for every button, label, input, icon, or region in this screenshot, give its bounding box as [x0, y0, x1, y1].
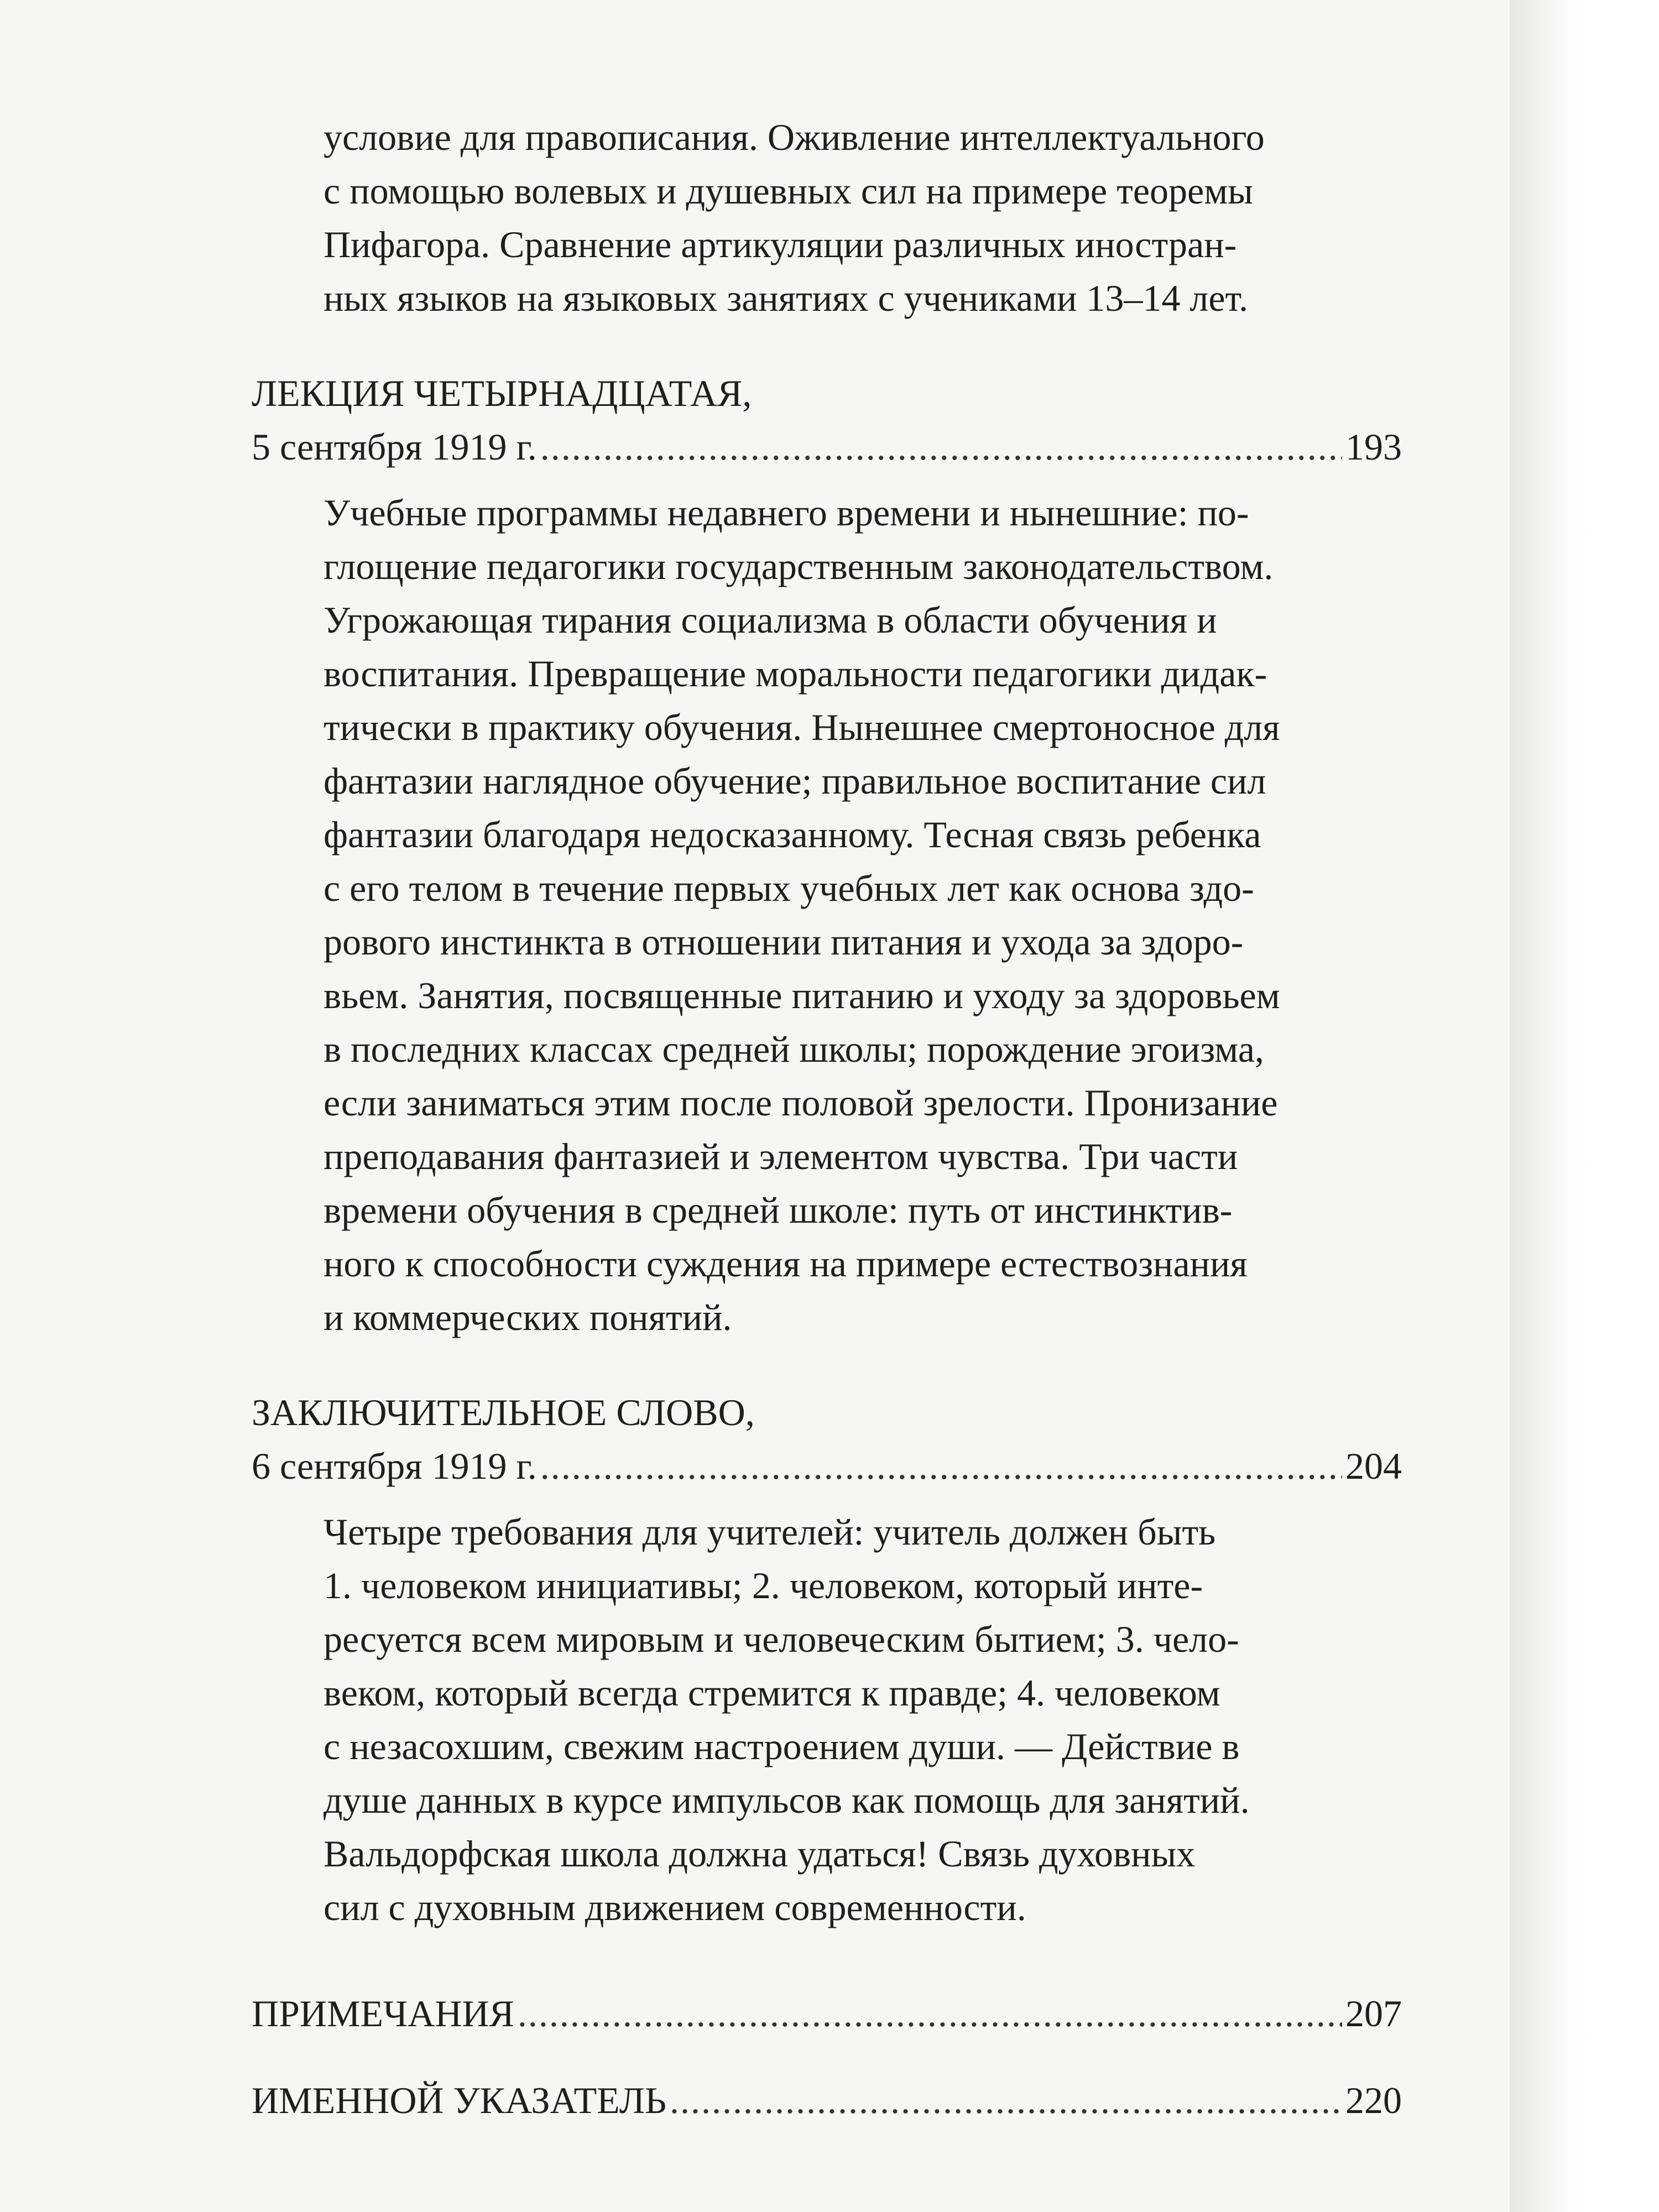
- desc-line: если заниматься этим после половой зрелости. Пронизание: [324, 1082, 1278, 1124]
- page-number: 220: [1345, 2079, 1402, 2121]
- desc-line: душе данных в курсе импульсов как помощь для занятий.: [324, 1779, 1250, 1821]
- toc-entry-closing-word[interactable]: [252, 1386, 1402, 1493]
- page-number: 207: [1345, 1992, 1402, 2034]
- desc-line: ных языков на языковых занятиях с учениками 13–14 лет.: [324, 277, 1249, 319]
- entry-date: 6 сентября 1919 г.: [252, 1445, 537, 1487]
- desc-line: вьем. Занятия, посвященные питанию и уходу за здоровьем: [324, 974, 1280, 1016]
- desc-line: Пифагора. Сравнение артикуляции различных иностран-: [324, 223, 1237, 265]
- desc-line: рового инстинкта в отношении питания и ухода за здоро-: [324, 921, 1244, 963]
- entry-title: ПРИМЕЧАНИЯ: [252, 1992, 514, 2034]
- page-edge: [1510, 0, 1659, 2212]
- previous-lecture-description: [324, 111, 1402, 325]
- desc-line: сил с духовным движением современности.: [324, 1886, 1026, 1928]
- desc-line: Четыре требования для учителей: учитель должен быть: [324, 1511, 1216, 1553]
- page-number: 204: [1345, 1445, 1402, 1487]
- desc-line: с незасохшим, свежим настроением души. — Действие в: [324, 1725, 1240, 1767]
- dot-leader: [670, 2074, 1342, 2127]
- desc-line: ресуется всем мировым и человеческим бытием; 3. чело-: [324, 1618, 1239, 1660]
- dot-leader: [540, 1439, 1342, 1493]
- dot-leader: [518, 1987, 1342, 2041]
- entry-date-line: [252, 1439, 1402, 1493]
- entry-title: ЛЕКЦИЯ ЧЕТЫРНАДЦАТАЯ,: [252, 372, 752, 414]
- desc-line: с его телом в течение первых учебных лет как основа здо-: [324, 867, 1254, 909]
- toc-entry-notes[interactable]: [252, 1987, 1402, 2041]
- entry-date: 5 сентября 1919 г.: [252, 426, 537, 468]
- desc-line: фантазии благодаря недосказанному. Тесная связь ребенка: [324, 813, 1261, 855]
- desc-line: Угрожающая тирания социализма в области обучения и: [324, 599, 1217, 641]
- toc-entry-name-index[interactable]: [252, 2074, 1402, 2127]
- dot-leader: [540, 420, 1342, 474]
- desc-line: тически в практику обучения. Нынешнее смертоносное для: [324, 706, 1280, 748]
- desc-line: глощение педагогики государственным законодательством.: [324, 545, 1274, 587]
- desc-line: ного к способности суждения на примере естествознания: [324, 1243, 1248, 1285]
- desc-line: веком, который всегда стремится к правде; 4. человеком: [324, 1672, 1220, 1714]
- toc-entry-lecture-14[interactable]: [252, 367, 1402, 474]
- desc-line: Вальдорфская школа должна удаться! Связь духовных: [324, 1833, 1196, 1875]
- table-of-contents: [252, 111, 1402, 2127]
- entry-title: ИМЕННОЙ УКАЗАТЕЛЬ: [252, 2079, 666, 2121]
- desc-line: и коммерческих понятий.: [324, 1296, 732, 1338]
- desc-line: преподавания фантазией и элементом чувства. Три части: [324, 1135, 1238, 1177]
- closing-word-description: [324, 1505, 1402, 1934]
- desc-line: фантазии наглядное обучение; правильное воспитание сил: [324, 760, 1266, 802]
- entry-title: ЗАКЛЮЧИТЕЛЬНОЕ СЛОВО,: [252, 1391, 755, 1433]
- desc-line: 1. человеком инициативы; 2. человеком, который инте-: [324, 1564, 1203, 1606]
- desc-line: с помощью волевых и душевных сил на примере теоремы: [324, 170, 1253, 212]
- desc-line: Учебные программы недавнего времени и нынешние: по-: [324, 492, 1249, 534]
- desc-line: в последних классах средней школы; порождение эгоизма,: [324, 1028, 1264, 1070]
- lecture-14-description: [324, 486, 1402, 1344]
- entry-date-line: [252, 420, 1402, 474]
- desc-line: времени обучения в средней школе: путь от инстинктив-: [324, 1189, 1233, 1231]
- page-number: 193: [1345, 426, 1402, 468]
- desc-line: условие для правописания. Оживление интеллектуального: [324, 116, 1265, 158]
- desc-line: воспитания. Превращение моральности педагогики дидак-: [324, 653, 1267, 695]
